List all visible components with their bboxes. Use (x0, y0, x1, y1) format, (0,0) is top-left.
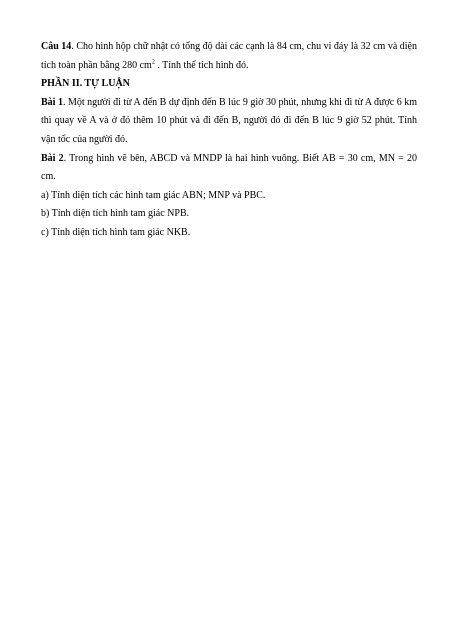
exercise-2-label: Bài 2 (41, 152, 64, 164)
exercise-1-text: . Một người đi từ A đến B dự định đến B lúc 9 giờ 30 phút, nhưng khi đi từ A được 6 km thì quay về A và ở đó thêm 10 phút và đi đến B, người đó đi đến B lúc 9 giờ 52 phút. Tính vận tốc của người đó. (41, 96, 417, 145)
section-heading: PHẦN II. TỰ LUẬN (41, 78, 130, 90)
exercise-2-text: . Trong hình vẽ bên, ABCD và MNDP là hai hình vuông. Biết AB = 30 cm, MN = 20 cm. (41, 152, 417, 183)
question-14-exponent: 2 (151, 59, 155, 66)
exercise-2-part-c: c) Tính diện tích hình tam giác NKB. (41, 226, 191, 238)
question-14 (41, 38, 417, 75)
exercise-2-part-a: a) Tính diện tích các hình tam giác ABN; MNP và PBC. (41, 189, 266, 201)
exercise-1-label: Bài 1 (41, 96, 63, 108)
question-14-label: Câu 14 (41, 41, 72, 52)
exercise-1 (41, 94, 417, 150)
question-14-text-end: . Tính thể tích hình đó. (154, 59, 249, 71)
question-14-text: . Cho hình hộp chữ nhật có tổng độ dài các cạnh là 84 cm, chu vi đáy là 32 cm và diện tích toàn phần bằng 280 cm (41, 41, 417, 71)
exercise-2-part-b: b) Tính diện tích hình tam giác NPB. (41, 208, 190, 220)
exercise-2 (41, 150, 417, 187)
document-page (41, 38, 417, 243)
